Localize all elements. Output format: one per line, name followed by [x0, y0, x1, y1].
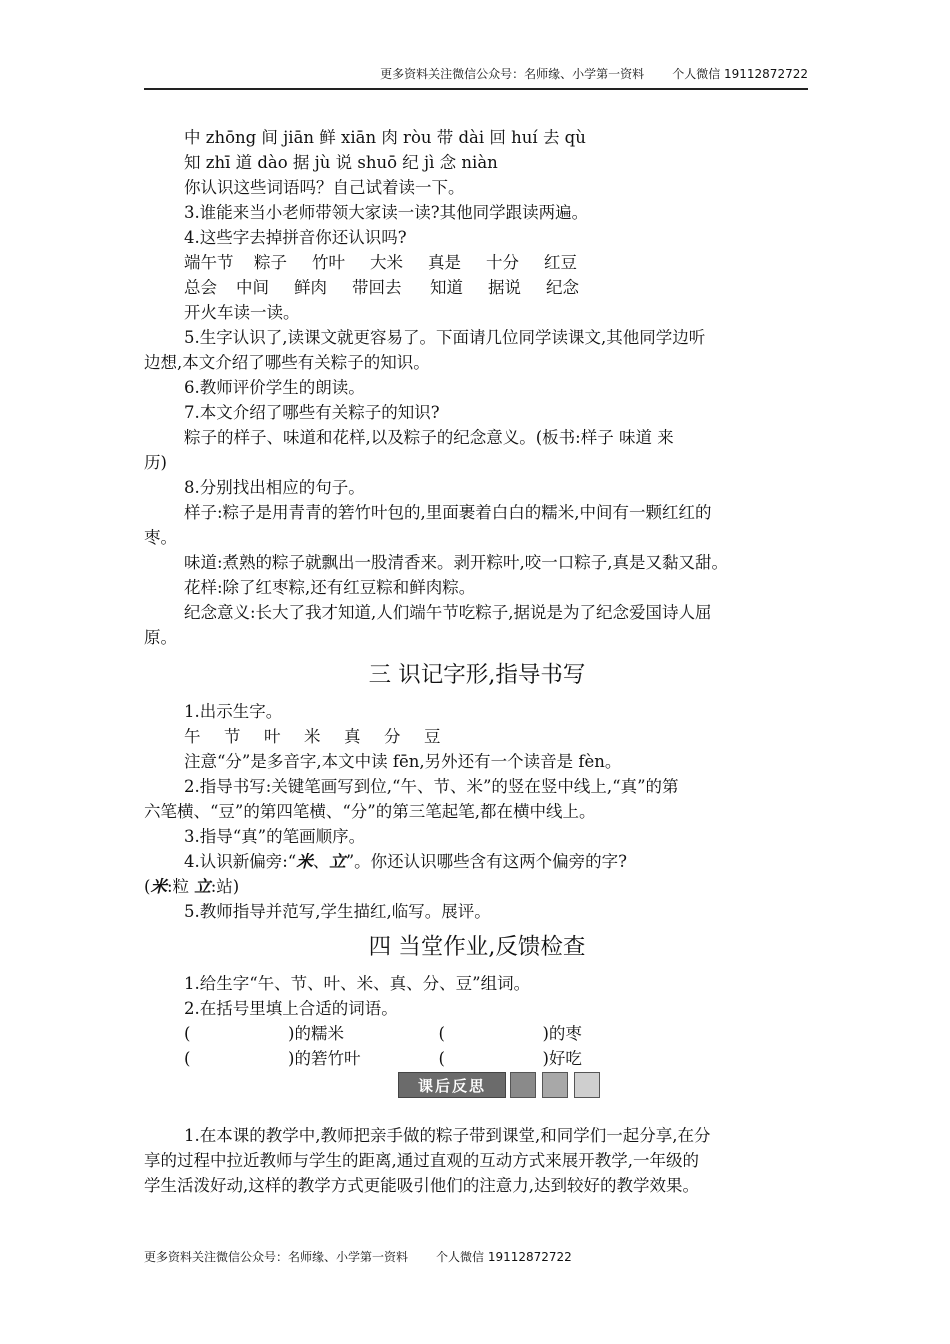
- header-contact-text: 个人微信 19112872722: [672, 67, 808, 81]
- section-heading-4: 四 当堂作业,反馈检查: [368, 934, 586, 960]
- fill-text: 的枣: [548, 1024, 582, 1043]
- paren-close: ): [542, 1024, 549, 1043]
- paragraph: 开火车读一读。: [184, 303, 300, 322]
- radical-examples: [144, 875, 239, 899]
- badge-square: [574, 1072, 600, 1098]
- paragraph: 注意“分”是多音字,本文中读 fēn,另外还有一个读音是 fèn。: [184, 752, 622, 771]
- badge-square: [510, 1072, 536, 1098]
- word: 纪念: [546, 278, 579, 297]
- paragraph: 味道:煮熟的粽子就飘出一股清香来。剥开粽叶,咬一口粽子,真是又黏又甜。: [184, 553, 729, 572]
- word: 端午节: [184, 253, 234, 272]
- paragraph: 5.生字认识了,读课文就更容易了。下面请几位同学读课文,其他同学边听: [184, 328, 706, 347]
- word: 竹叶: [312, 253, 345, 272]
- word-list-1: [184, 251, 577, 275]
- radical-rice: 米: [296, 852, 313, 871]
- paragraph-continuation: 边想,本文介绍了哪些有关粽子的知识。: [144, 353, 430, 372]
- paragraph: 8.分别找出相应的句子。: [184, 478, 365, 497]
- word: 红豆: [544, 253, 577, 272]
- new-characters: [184, 725, 441, 749]
- fill-text: 的箬竹叶: [294, 1049, 361, 1068]
- character: 叶: [264, 727, 281, 746]
- paragraph-continuation: 枣。: [144, 528, 177, 547]
- footer-source-text: 更多资料关注微信公众号：名师缘、小学第一资料: [144, 1250, 409, 1264]
- paragraph: 样子:粽子是用青青的箬竹叶包的,里面裹着白白的糯米,中间有一颗红红的: [184, 503, 712, 522]
- character: 真: [344, 727, 361, 746]
- paragraph: 你认识这些词语吗？自己试着读一下。: [184, 178, 465, 197]
- character: 米: [304, 727, 321, 746]
- fill-text: 好吃: [548, 1049, 582, 1068]
- blank-right[interactable]: (: [438, 1024, 445, 1043]
- blank-right[interactable]: (: [438, 1049, 445, 1068]
- pinyin-line-1: 中 zhōng 间 jiān 鲜 xiān 肉 ròu 带 dài 回 huí 去 qù: [184, 128, 586, 147]
- character: 节: [224, 727, 241, 746]
- text: :站): [210, 877, 240, 896]
- character: 豆: [424, 727, 441, 746]
- text: :粒: [166, 877, 195, 896]
- badge-title: 课后反思: [398, 1072, 506, 1098]
- paragraph: 3.谁能来当小老师带领大家读一读?其他同学跟读两遍。: [184, 203, 589, 222]
- paragraph: 1.给生字“午、节、叶、米、真、分、豆”组词。: [184, 974, 531, 993]
- radical-stand: 立: [329, 852, 346, 871]
- fill-blank-row-2: [184, 1047, 582, 1071]
- paragraph: 粽子的样子、味道和花样,以及粽子的纪念意义。(板书:样子 味道 来: [184, 428, 674, 447]
- paragraph: 6.教师评价学生的朗读。: [184, 378, 365, 397]
- paren-open: (: [144, 877, 151, 896]
- character: 午: [184, 727, 201, 746]
- blank-left[interactable]: (: [184, 1024, 191, 1043]
- paren-close: ): [542, 1049, 549, 1068]
- paragraph: 纪念意义:长大了我才知道,人们端午节吃粽子,据说是为了纪念爱国诗人屈: [184, 603, 712, 622]
- word: 知道: [430, 278, 463, 297]
- paragraph-continuation: 享的过程中拉近教师与学生的距离,通过直观的互动方式来展开教学,一年级的: [144, 1151, 699, 1170]
- character: 分: [384, 727, 401, 746]
- word: 大米: [370, 253, 403, 272]
- radical-rice: 米: [150, 877, 167, 896]
- word: 中间: [236, 278, 269, 297]
- badge-square: [542, 1072, 568, 1098]
- paragraph: 1.在本课的教学中,教师把亲手做的粽子带到课堂,和同学们一起分享,在分: [184, 1126, 711, 1145]
- header-source-text: 更多资料关注微信公众号：名师缘、小学第一资料: [380, 67, 645, 81]
- word: 带回去: [352, 278, 402, 297]
- text: ”。你还认识哪些含有这两个偏旁的字?: [345, 852, 628, 871]
- radicals-line: [184, 850, 627, 874]
- pinyin-line-2: 知 zhī 道 dào 据 jù 说 shuō 纪 jì 念 niàn: [184, 153, 498, 172]
- word: 粽子: [254, 253, 287, 272]
- paragraph-continuation: 历): [144, 453, 167, 472]
- paragraph: 4.这些字去掉拼音你还认识吗?: [184, 228, 407, 247]
- paragraph: 2.指导书写:关键笔画写到位,“午、节、米”的竖在竖中线上,“真”的第: [184, 777, 679, 796]
- paren-close: ): [288, 1024, 295, 1043]
- reflection-badge: [398, 1072, 604, 1098]
- paragraph: 5.教师指导并范写,学生描红,临写。展评。: [184, 902, 491, 921]
- paragraph: 2.在括号里填上合适的词语。: [184, 999, 398, 1018]
- word: 真是: [428, 253, 461, 272]
- word: 鲜肉: [294, 278, 327, 297]
- word: 十分: [486, 253, 519, 272]
- page-header: [144, 64, 808, 90]
- word: 总会: [184, 278, 217, 297]
- radical-stand: 立: [194, 877, 211, 896]
- paragraph-continuation: 六笔横、“豆”的第四笔横、“分”的第三笔起笔,都在横中线上。: [144, 802, 596, 821]
- paragraph-continuation: 原。: [144, 628, 177, 647]
- word: 据说: [488, 278, 521, 297]
- paragraph: 7.本文介绍了哪些有关粽子的知识?: [184, 403, 440, 422]
- paragraph: 3.指导“真”的笔画顺序。: [184, 827, 366, 846]
- word-list-2: [184, 276, 579, 300]
- paren-close: ): [288, 1049, 295, 1068]
- separator: 、: [312, 852, 330, 871]
- paragraph: 1.出示生字。: [184, 702, 283, 721]
- paragraph: 花样:除了红枣粽,还有红豆粽和鲜肉粽。: [184, 578, 476, 597]
- page-footer: [144, 1248, 808, 1266]
- footer-contact-text: 个人微信 19112872722: [436, 1250, 572, 1264]
- blank-left[interactable]: (: [184, 1049, 191, 1068]
- fill-blank-row-1: [184, 1022, 582, 1046]
- paragraph-continuation: 学生活泼好动,这样的教学方式更能吸引他们的注意力,达到较好的教学效果。: [144, 1176, 699, 1195]
- text: 4.认识新偏旁:“: [184, 852, 297, 871]
- fill-text: 的糯米: [294, 1024, 344, 1043]
- section-heading-3: 三 识记字形,指导书写: [368, 662, 586, 688]
